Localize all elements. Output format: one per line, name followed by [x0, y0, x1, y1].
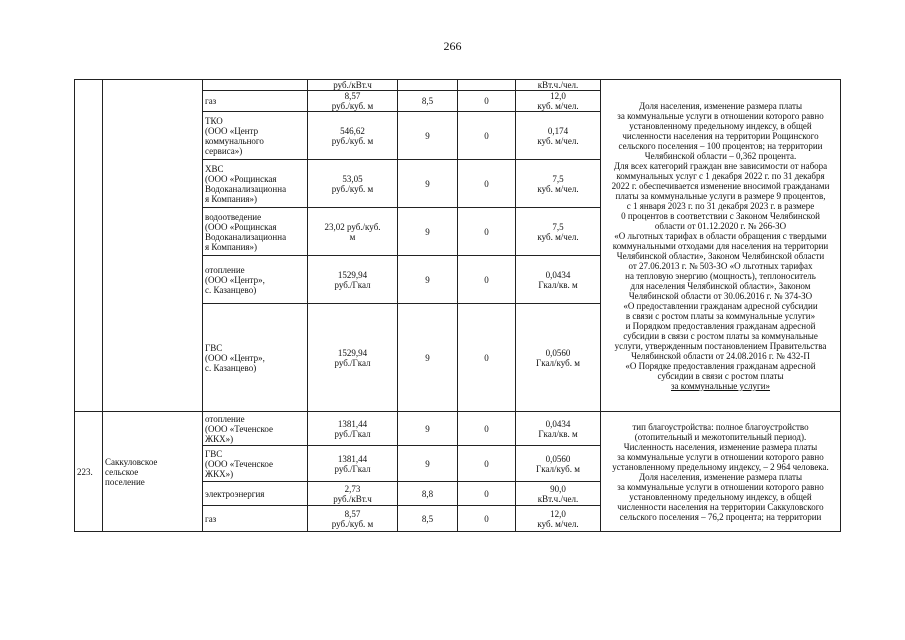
index-percent-cell: 9 [398, 208, 458, 256]
note-line: установленному предельному индексу, – 2 964 человека. [612, 461, 829, 472]
service-line: электроэнергия [205, 488, 265, 499]
service-line: ЖКХ») [205, 468, 234, 479]
service-line: ГВС [205, 342, 223, 353]
service-line: (ООО «Рощинская [205, 221, 277, 232]
tariff-line: руб./кВт.ч [333, 493, 372, 504]
norm-line: Гкал/куб. м [536, 357, 580, 368]
index-zero-cell: 0 [458, 446, 516, 482]
index-zero-cell: 0 [458, 160, 516, 208]
service-line: Водоканализационна [205, 231, 287, 242]
norm-cell [516, 446, 601, 482]
note-line: численности населения на территории Рощинского [622, 130, 819, 141]
service-cell [203, 506, 308, 532]
service-line: (ООО «Теченское [205, 458, 274, 469]
tariff-line: 8,57 [344, 91, 361, 101]
item-number-cell [75, 80, 103, 412]
tariff-line: 1529,94 [337, 347, 368, 358]
note-cell [601, 412, 841, 532]
tariff-line: 23,02 руб./куб. [324, 221, 381, 232]
tariff-cell [308, 112, 398, 160]
note-line: Челябинской области от 24.08.2016 г. № 432-П [631, 350, 810, 361]
tariff-line: м [349, 231, 356, 242]
service-cell [203, 80, 308, 91]
index-percent-cell: 9 [398, 304, 458, 412]
service-line: (ООО «Рощинская [205, 173, 277, 184]
note-line: на тепловую энергию (мощность), теплоноситель [625, 270, 816, 281]
tariff-cell [308, 304, 398, 412]
service-line: ЖКХ») [205, 433, 234, 444]
service-line: (ООО «Центр», [205, 352, 265, 363]
service-cell [203, 112, 308, 160]
tariff-line: 1381,44 [337, 418, 368, 429]
tariff-cell [308, 80, 398, 91]
note-line: с 1 января 2023 г. по 31 декабря 2023 г. в размере [626, 200, 815, 211]
norm-line: 0,0434 [545, 269, 571, 280]
note-line: 2022 г. обеспечивается изменение вносимой гражданами [611, 180, 830, 191]
norm-cell [516, 506, 601, 532]
service-cell [203, 304, 308, 412]
note-line: платы за коммунальные услуги в размере 9 процентов, [615, 190, 826, 201]
tariff-cell [308, 446, 398, 482]
tariff-line: 1529,94 [337, 269, 368, 280]
index-zero-cell: 0 [458, 506, 516, 532]
tariff-line: 2,73 [344, 483, 361, 494]
index-zero-cell: 0 [458, 91, 516, 112]
note-line: для населения Челябинской области», Законом [630, 280, 811, 291]
index-percent-cell: 9 [398, 160, 458, 208]
tariff-line: руб./куб. м [331, 183, 374, 194]
index-percent-cell: 9 [398, 446, 458, 482]
note-line: сельского поселения – 100 процентов; на территории [618, 140, 823, 151]
norm-line: 0,174 [547, 125, 569, 136]
norm-line: Гкал/кв. м [538, 279, 578, 290]
service-line: с. Казанцево) [205, 284, 257, 295]
note-line: установленному предельному индексу, в общей [629, 120, 812, 131]
service-line: я Компания») [205, 193, 258, 204]
note-cell [601, 80, 841, 412]
note-line: субсидии в связи с ростом платы [657, 370, 784, 381]
norm-cell [516, 256, 601, 304]
note-line: «О предоставлении гражданам адресной субсидии [623, 300, 818, 311]
service-cell [203, 91, 308, 112]
tariff-line: 53,05 [342, 173, 363, 184]
norm-line: куб. м/чел. [537, 231, 579, 242]
service-line: ТКО [205, 115, 223, 126]
service-line: коммунального [205, 135, 264, 146]
settlement-cell [103, 80, 203, 412]
tariff-cell [308, 412, 398, 446]
tariff-line: 1381,44 [337, 453, 368, 464]
norm-line: кВт.ч./чел. [537, 493, 579, 504]
settlement-line: сельское [105, 466, 139, 477]
service-cell [203, 412, 308, 446]
tariff-cell [308, 160, 398, 208]
tariff-line: руб./куб. м [331, 518, 374, 529]
page-number: 266 [443, 39, 462, 53]
note-line: субсидии в связи с ростом платы за коммунальные [623, 330, 818, 341]
tariff-line: 8,57 [344, 508, 361, 519]
norm-line: 12,0 [550, 508, 566, 519]
norm-line: 0,0560 [545, 453, 571, 464]
service-line: газ [205, 513, 217, 524]
index-zero-cell: 0 [458, 412, 516, 446]
note-line: за коммунальные услуги в отношении которого равно [617, 451, 824, 462]
norm-cell [516, 208, 601, 256]
norm-cell [516, 80, 601, 91]
tariff-cell [308, 256, 398, 304]
norm-line: кВт.ч./чел. [537, 80, 579, 90]
settlement-line: поселение [105, 476, 145, 487]
service-line: ГВС [205, 448, 223, 459]
index-percent-cell: 8,8 [398, 482, 458, 506]
table-row [75, 412, 841, 446]
norm-line: 7,5 [552, 173, 564, 184]
note-line: в связи с ростом платы за коммунальные услуги» [625, 310, 816, 321]
norm-line: 0,0560 [545, 347, 571, 358]
norm-cell [516, 91, 601, 112]
tariff-line: руб./Гкал [334, 279, 371, 290]
settlement-line: Саккуловское [105, 456, 158, 467]
norm-line: Гкал/куб. м [536, 463, 580, 474]
service-cell [203, 256, 308, 304]
note-line: за коммунальные услуги в отношении которого равно [617, 481, 824, 492]
tariff-cell [308, 506, 398, 532]
table-row [75, 80, 841, 91]
tariff-cell [308, 482, 398, 506]
note-line: области от 01.12.2020 г. № 266-ЗО [654, 220, 787, 231]
item-number-cell: 223. [75, 412, 103, 532]
index-zero-cell: 0 [458, 208, 516, 256]
service-cell [203, 160, 308, 208]
service-line: я Компания») [205, 241, 258, 252]
settlement-cell [103, 412, 203, 532]
tariff-line: руб./Гкал [334, 357, 371, 368]
note-line: тип благоустройства: полное благоустройство [632, 421, 809, 432]
index-percent-cell: 9 [398, 112, 458, 160]
service-line: (ООО «Теченское [205, 423, 274, 434]
note-line: Доля населения, изменение размера платы [638, 100, 803, 111]
index-zero-cell: 0 [458, 112, 516, 160]
norm-cell [516, 112, 601, 160]
note-line: Челябинской области – 0,362 процента. [644, 150, 797, 161]
note-line: сельского поселения – 76,2 процента; на территории [619, 511, 822, 522]
note-line: «О льготных тарифах в области обращения с твердыми [614, 230, 827, 241]
index-zero-cell: 0 [458, 482, 516, 506]
index-percent-cell: 9 [398, 256, 458, 304]
index-percent-cell: 8,5 [398, 506, 458, 532]
tariff-line: руб./кВт.ч [333, 80, 372, 90]
service-cell [203, 208, 308, 256]
note-line: коммунальных услуг с 1 декабря 2022 г. по 31 декабря [616, 170, 825, 181]
note-line: от 27.06.2013 г. № 503-ЗО «О льготных тарифах [628, 260, 813, 271]
tariff-line: руб./куб. м [331, 101, 374, 111]
norm-line: 90,0 [550, 483, 566, 494]
tariff-table [74, 79, 841, 532]
norm-line: 7,5 [552, 221, 564, 232]
tariff-cell [308, 91, 398, 112]
note-line: коммунальными отходами для населения на территории [612, 240, 829, 251]
norm-cell [516, 412, 601, 446]
note-line: и Порядком предоставления гражданам адресной [625, 320, 816, 331]
note-line: услуги, утвержденным постановлением Правительства [614, 340, 827, 351]
index-percent-cell [398, 80, 458, 91]
service-line: Водоканализационна [205, 183, 287, 194]
service-line: с. Казанцево) [205, 362, 257, 373]
norm-line: куб. м/чел. [537, 183, 579, 194]
norm-line: куб. м/чел. [537, 101, 579, 111]
index-zero-cell: 0 [458, 304, 516, 412]
index-zero-cell: 0 [458, 256, 516, 304]
norm-line: куб. м/чел. [537, 518, 579, 529]
service-cell [203, 482, 308, 506]
note-line: численности населения на территории Саккуловского [617, 501, 824, 512]
norm-cell [516, 304, 601, 412]
note-line: установленному предельному индексу, в общей [629, 491, 812, 502]
note-line: за коммунальные услуги» [670, 380, 771, 391]
note-line: «О Порядке предоставления гражданам адресной [625, 360, 816, 371]
service-line: водоотведение [205, 211, 262, 222]
note-line: Челябинской области от 30.06.2016 г. № 374-ЗО [628, 290, 813, 301]
service-line: (ООО «Центр», [205, 274, 265, 285]
index-percent-cell: 8,5 [398, 91, 458, 112]
service-line: (ООО «Центр [205, 125, 259, 136]
service-line: отопление [205, 413, 245, 424]
note-line: Челябинской области», Законом Челябинской области [616, 250, 825, 261]
note-line: Численность населения, изменение размера платы [623, 441, 818, 452]
index-percent-cell: 9 [398, 412, 458, 446]
norm-line: Гкал/кв. м [538, 428, 578, 439]
service-line: ХВС [205, 163, 224, 174]
tariff-line: руб./Гкал [334, 463, 371, 474]
norm-line: 12,0 [550, 91, 566, 101]
note-line: Для всех категорий граждан вне зависимости от набора [613, 160, 828, 171]
service-line: отопление [205, 264, 245, 275]
tariff-cell [308, 208, 398, 256]
service-cell [203, 446, 308, 482]
norm-cell [516, 160, 601, 208]
norm-line: куб. м/чел. [537, 135, 579, 146]
tariff-line: 546,62 [340, 125, 365, 136]
service-line: сервиса») [205, 145, 243, 156]
note-line: за коммунальные услуги в отношении которого равно [617, 110, 824, 121]
note-line: 0 процентов в соответствии с Законом Челябинской [621, 210, 820, 221]
tariff-line: руб./Гкал [334, 428, 371, 439]
service-line: газ [205, 96, 217, 106]
norm-line: 0,0434 [545, 418, 571, 429]
note-line: (отопительный и межотопительный период). [634, 431, 807, 442]
norm-cell [516, 482, 601, 506]
index-zero-cell [458, 80, 516, 91]
note-line: Доля населения, изменение размера платы [638, 471, 803, 482]
tariff-line: руб./куб. м [331, 135, 374, 146]
